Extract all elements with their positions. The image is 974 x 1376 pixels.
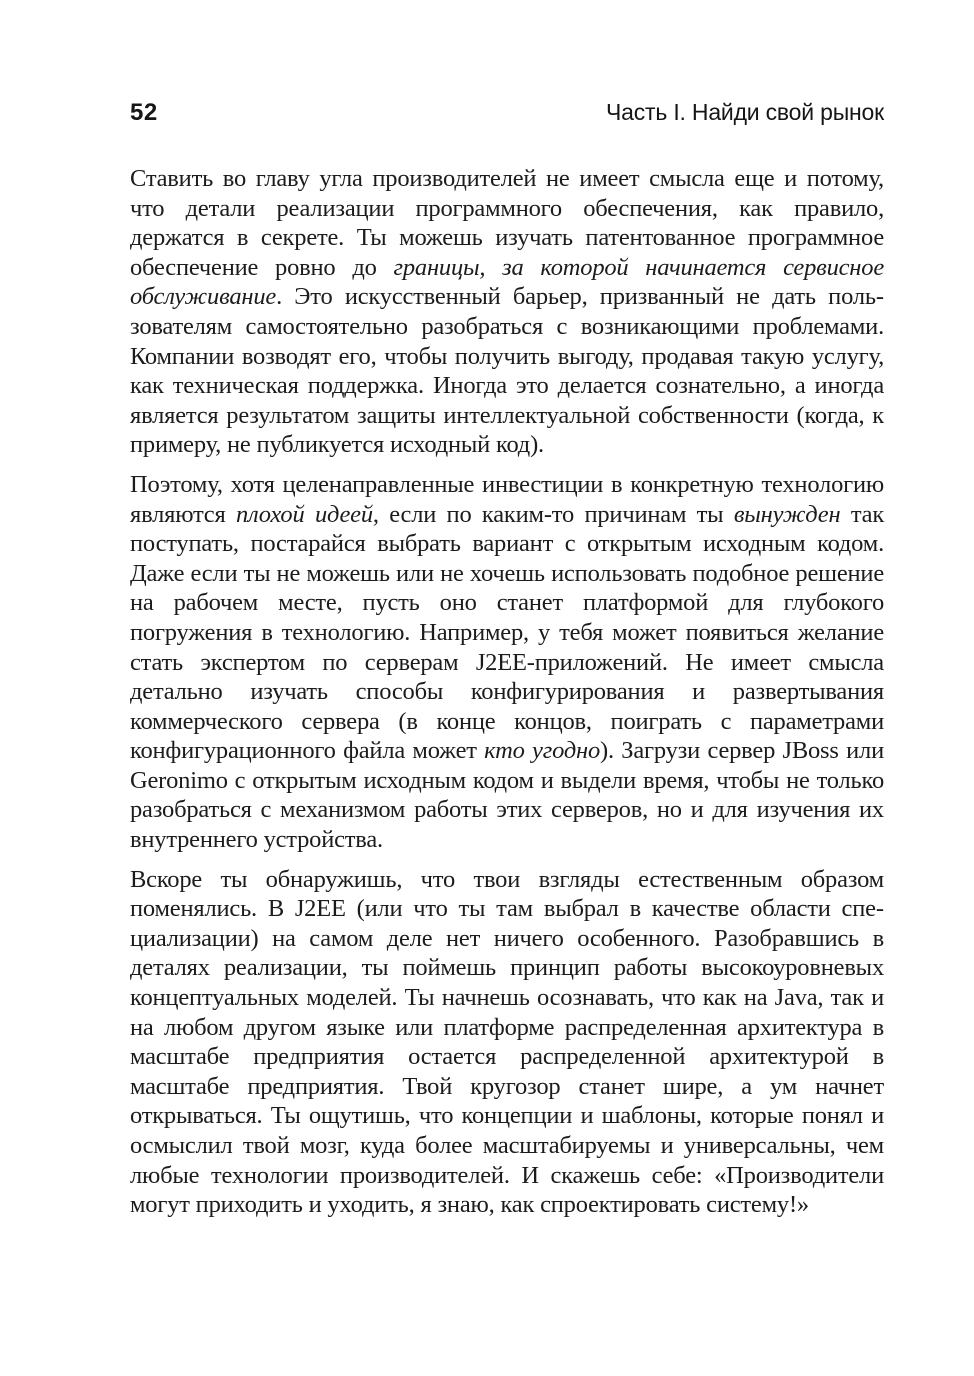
text-run: ). Загрузи сервер JBoss или Geronimo с открытым исходным кодом и выдели время, чтобы не только разобраться с механизмом работы этих серверов, но и для изучения их внутреннего устройства.: [130, 737, 884, 854]
text-run: Ставить во главу угла производителей не имеет смысла еще и потому, что детали реализации программного обеспечения, как правило, держатся в секрете. Ты можешь изучать патентованное программное обеспечение ровно до: [130, 165, 884, 281]
page-number: 52: [130, 99, 158, 126]
text-run-italic: вынужден: [733, 500, 841, 528]
running-title: Часть I. Найди свой рынок: [606, 99, 884, 125]
text-run: Поэтому, хотя целенаправленные инвестиции в конкретную технологию являются: [130, 470, 884, 528]
paragraph: [130, 865, 884, 1220]
paragraph: [130, 164, 884, 460]
text-run-italic: границы, за которой начинается сервисное обслуживание: [130, 253, 884, 311]
text-run: так поступать, постарайся выбрать вариант с открытым исходным кодом. Даже если ты не можешь или не хочешь использовать подобное решение на рабочем месте, пусть оно станет платформой для глубокого погружения в технологию. Например, у тебя может появиться желание стать экспертом по серверам J2EE-приложений. Не имеет смысла детально изучать способы конфигурирования и развертывания коммерческого сервера (в конце концов, поиграть с параметрами конфигурационного файла может: [130, 500, 885, 765]
paragraph: [130, 470, 884, 855]
text-run: Вскоре ты обнаружишь, что твои взгляды естественным образом поменялись. В J2EE (или что ты там выбрал в качестве области специализации) на самом деле нет ничего особенного. Разобравшись в деталях реализации, ты поймешь принцип работы высокоуровневых концептуальных моделей. Ты начнешь осознавать, что как на Java, так и на любом другом языке или платформе распределенная архитектура в масштабе предприятия остается распределенной архитектурой в масштабе предприятия. Твой кругозор станет шире, а ум начнет открываться. Ты ощутишь, что концепции и шаблоны, которые понял и осмыслил твой мозг, куда более масштабируемы и универсальны, чем любые технологии производителей. И скажешь себе: «Производители могут приходить и уходить, я знаю, как спроектировать систему!»: [130, 865, 884, 1219]
text-run-italic: плохой идеей: [235, 500, 373, 528]
text-run-italic: кто угодно: [484, 737, 601, 765]
text-run: , если по каким-то причинам ты: [372, 500, 734, 528]
page-header: [130, 99, 884, 127]
text-run: . Это искусственный барьер, призванный не дать пользователям самостоятельно разобраться с возникающими проблемами. Компании возводят его, чтобы получить выгоду, продавая такую услугу, как техническая поддержка. Иногда это делается сознательно, а иногда является результатом защиты интеллектуальной собственности (когда, к примеру, не публикуется исходный код).: [130, 283, 884, 459]
body-text: [130, 164, 884, 1220]
